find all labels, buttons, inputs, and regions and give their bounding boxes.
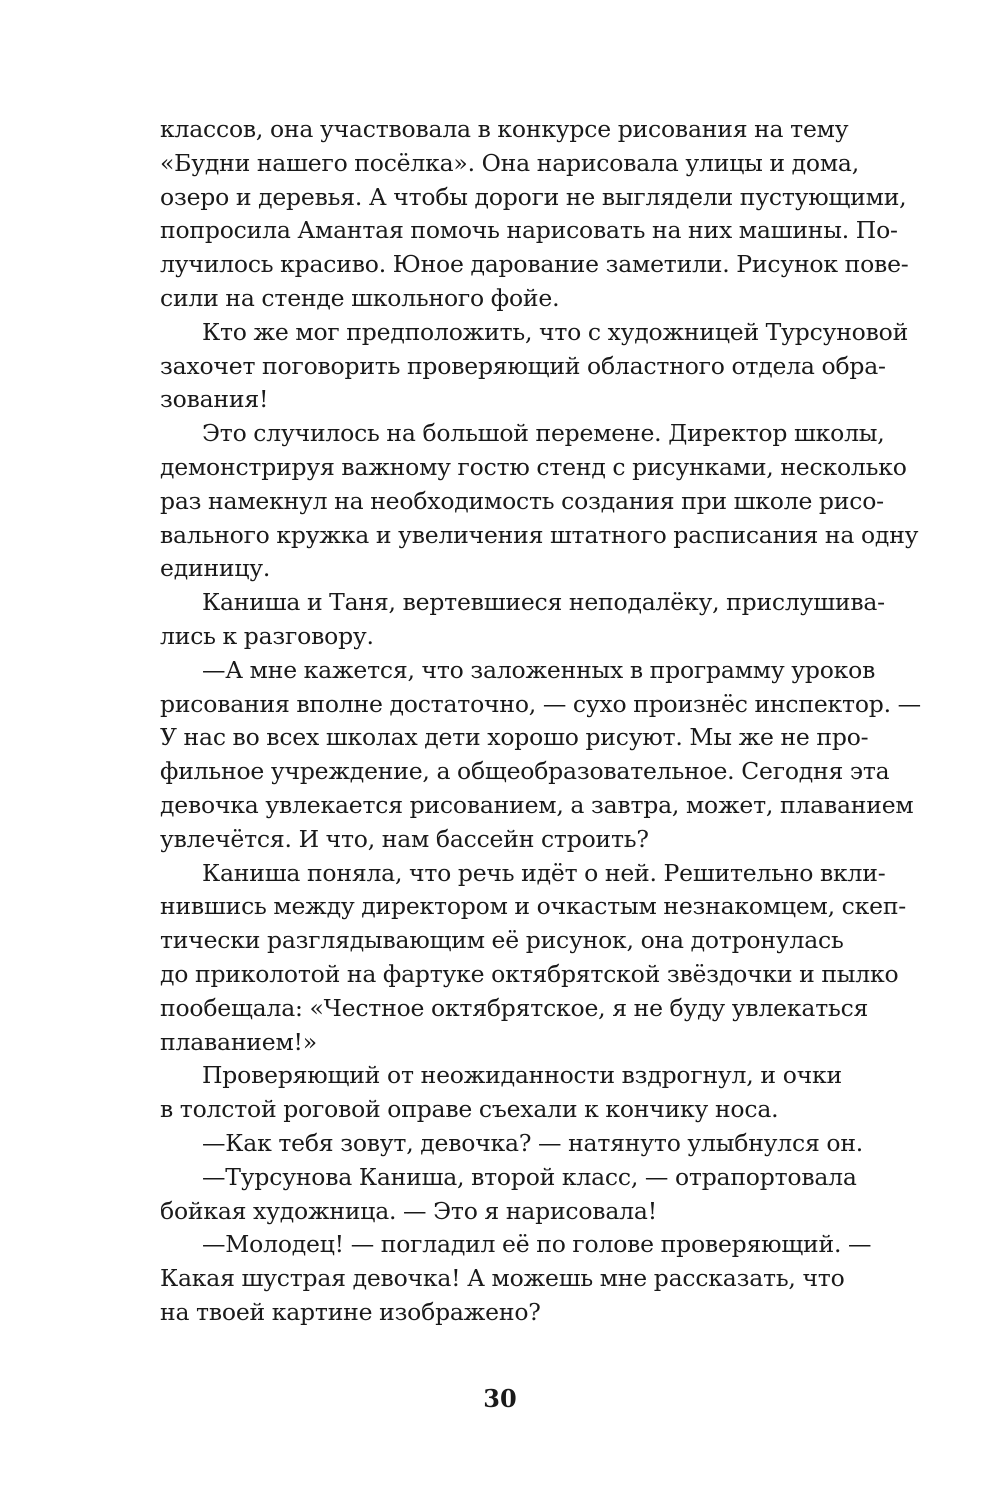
text-line: на твоей картине изображено? — [160, 1297, 541, 1326]
text-line: фильное учреждение, а общеобразовательное. Сегодня эта — [160, 757, 890, 786]
text-line: Каниша поняла, что речь идёт о ней. Решительно вкли- — [202, 858, 886, 887]
text-line: —Как тебя зовут, девочка? — натянуто улыбнулся он. — [202, 1128, 864, 1157]
text-line: сили на стенде школьного фойе. — [160, 283, 560, 312]
text-line: попросила Амантая помочь нарисовать на них машины. По- — [160, 216, 898, 245]
text-line: в толстой роговой оправе съехали к кончику носа. — [160, 1095, 779, 1124]
text-line: бойкая художница. — Это я нарисовала! — [160, 1196, 657, 1225]
text-line: лись к разговору. — [160, 621, 374, 650]
text-line: «Будни нашего посёлка». Она нарисовала улицы и дома, — [160, 148, 859, 177]
text-line: —Турсунова Каниша, второй класс, — отрапортовала — [202, 1162, 857, 1191]
text-line: У нас во всех школах дети хорошо рисуют. Мы же не про- — [160, 723, 869, 752]
text-line: Каниша и Таня, вертевшиеся неподалёку, прислушива- — [202, 588, 885, 617]
text-line: рисования вполне достаточно, — сухо произнёс инспектор. — — [160, 689, 921, 718]
text-line: захочет поговорить проверяющий областного отдела обра- — [160, 351, 886, 380]
page-body-text — [160, 113, 921, 1330]
text-line: вального кружка и увеличения штатного расписания на одну — [160, 520, 919, 549]
text-line: демонстрируя важному гостю стенд с рисунками, несколько — [160, 452, 907, 481]
text-line: до приколотой на фартуке октябрятской звёздочки и пылко — [160, 959, 899, 988]
text-line: —А мне кажется, что заложенных в программу уроков — [202, 655, 876, 684]
text-line: Это случилось на большой перемене. Директор школы, — [202, 419, 885, 448]
text-line: увлечётся. И что, нам бассейн строить? — [160, 824, 649, 853]
text-line: раз намекнул на необходимость создания при школе рисо- — [160, 486, 884, 515]
text-line: Кто же мог предположить, что с художницей Турсуновой — [202, 317, 909, 346]
text-line: тически разглядывающим её рисунок, она дотронулась — [160, 926, 844, 955]
text-line: зования! — [160, 385, 269, 414]
text-line: озеро и деревья. А чтобы дороги не выглядели пустующими, — [160, 182, 907, 211]
text-line: лучилось красиво. Юное дарование заметили. Рисунок пове- — [160, 250, 909, 279]
text-line: единицу. — [160, 554, 271, 583]
text-line: Проверяющий от неожиданности вздрогнул, и очки — [202, 1061, 842, 1090]
text-line: девочка увлекается рисованием, а завтра, может, плаванием — [160, 790, 914, 819]
text-line: нившись между директором и очкастым незнакомцем, скеп- — [160, 892, 907, 921]
text-line: пообещала: «Честное октябрятское, я не буду увлекаться — [160, 993, 869, 1022]
text-line: плаванием!» — [160, 1027, 317, 1056]
text-line: классов, она участвовала в конкурсе рисования на тему — [160, 115, 849, 143]
page-number: 30 — [483, 1384, 517, 1413]
text-line: —Молодец! — погладил её по голове проверяющий. — — [202, 1230, 872, 1259]
text-line: Какая шустрая девочка! А можешь мне рассказать, что — [160, 1264, 845, 1293]
